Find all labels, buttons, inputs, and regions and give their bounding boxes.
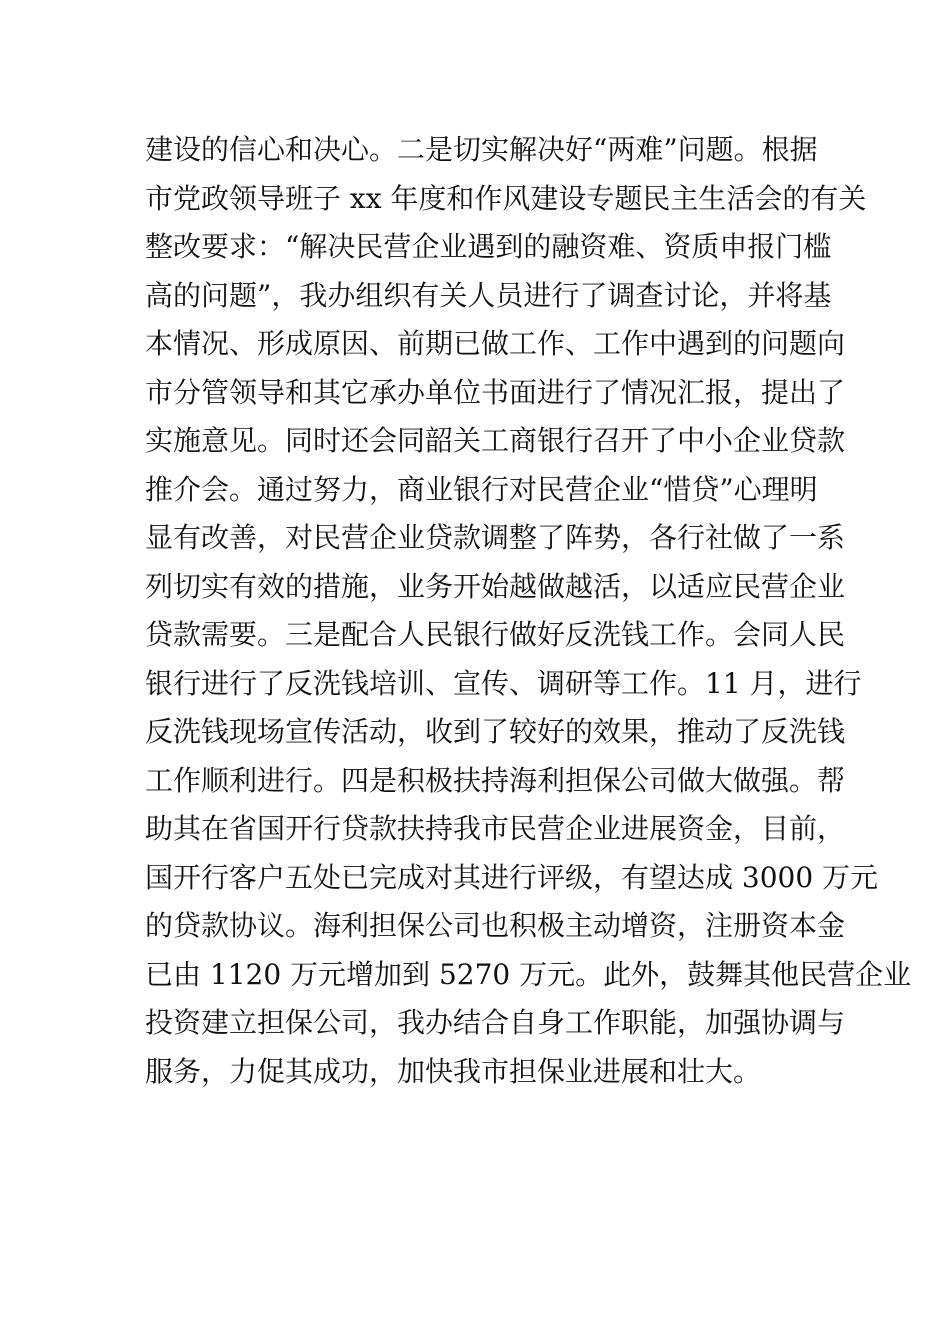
paragraph-line: 的贷款协议。海利担保公司也积极主动增资，注册资本金 xyxy=(145,909,846,942)
paragraph-line: 投资建立担保公司，我办结合自身工作职能，加强协调与 xyxy=(145,1006,846,1039)
paragraph-line: 推介会。通过努力，商业银行对民营企业“惜贷”心理明 xyxy=(145,472,818,506)
paragraph-line: 贷款需要。三是配合人民银行做好反洗钱工作。会同人民 xyxy=(145,618,846,651)
paragraph-line: 显有改善，对民营企业贷款调整了阵势，各行社做了一系 xyxy=(145,521,846,554)
paragraph-line: 银行进行了反洗钱培训、宣传、调研等工作。11 月，进行 xyxy=(145,666,862,700)
paragraph-line: 列切实有效的措施，业务开始越做越活，以适应民营企业 xyxy=(145,569,846,603)
paragraph-line: 国开行客户五处已完成对其进行评级，有望达成 3000 万元 xyxy=(145,860,879,894)
paragraph-line: 已由 1120 万元增加到 5270 万元。此外，鼓舞其他民营企业 xyxy=(145,957,912,991)
paragraph-line: 助其在省国开行贷款扶持我市民营企业进展资金，目前， xyxy=(145,812,846,845)
paragraph-line: 本情况、形成原因、前期已做工作、工作中遇到的问题向 xyxy=(145,327,846,360)
paragraph-line: 反洗钱现场宣传活动，收到了较好的效果，推动了反洗钱 xyxy=(145,715,846,748)
paragraph-line: 市分管领导和其它承办单位书面进行了情况汇报，提出了 xyxy=(145,375,846,409)
paragraph-line: 服务，力促其成功，加快我市担保业进展和壮大。 xyxy=(145,1054,762,1088)
paragraph-line: 建设的信心和决心。二是切实解决好“两难”问题。根据 xyxy=(145,133,818,166)
paragraph-line: 整改要求：“解决民营企业遇到的融资难、资质申报门槛 xyxy=(145,230,832,263)
body-paragraph xyxy=(145,126,912,1096)
paragraph-line: 市党政领导班子 xx 年度和作风建设专题民主生活会的有关 xyxy=(145,181,867,215)
paragraph-line: 实施意见。同时还会同韶关工商银行召开了中小企业贷款 xyxy=(145,424,846,457)
paragraph-line: 工作顺利进行。四是积极扶持海利担保公司做大做强。帮 xyxy=(145,763,846,797)
paragraph-line: 高的问题”，我办组织有关人员进行了调查讨论，并将基 xyxy=(145,278,832,312)
